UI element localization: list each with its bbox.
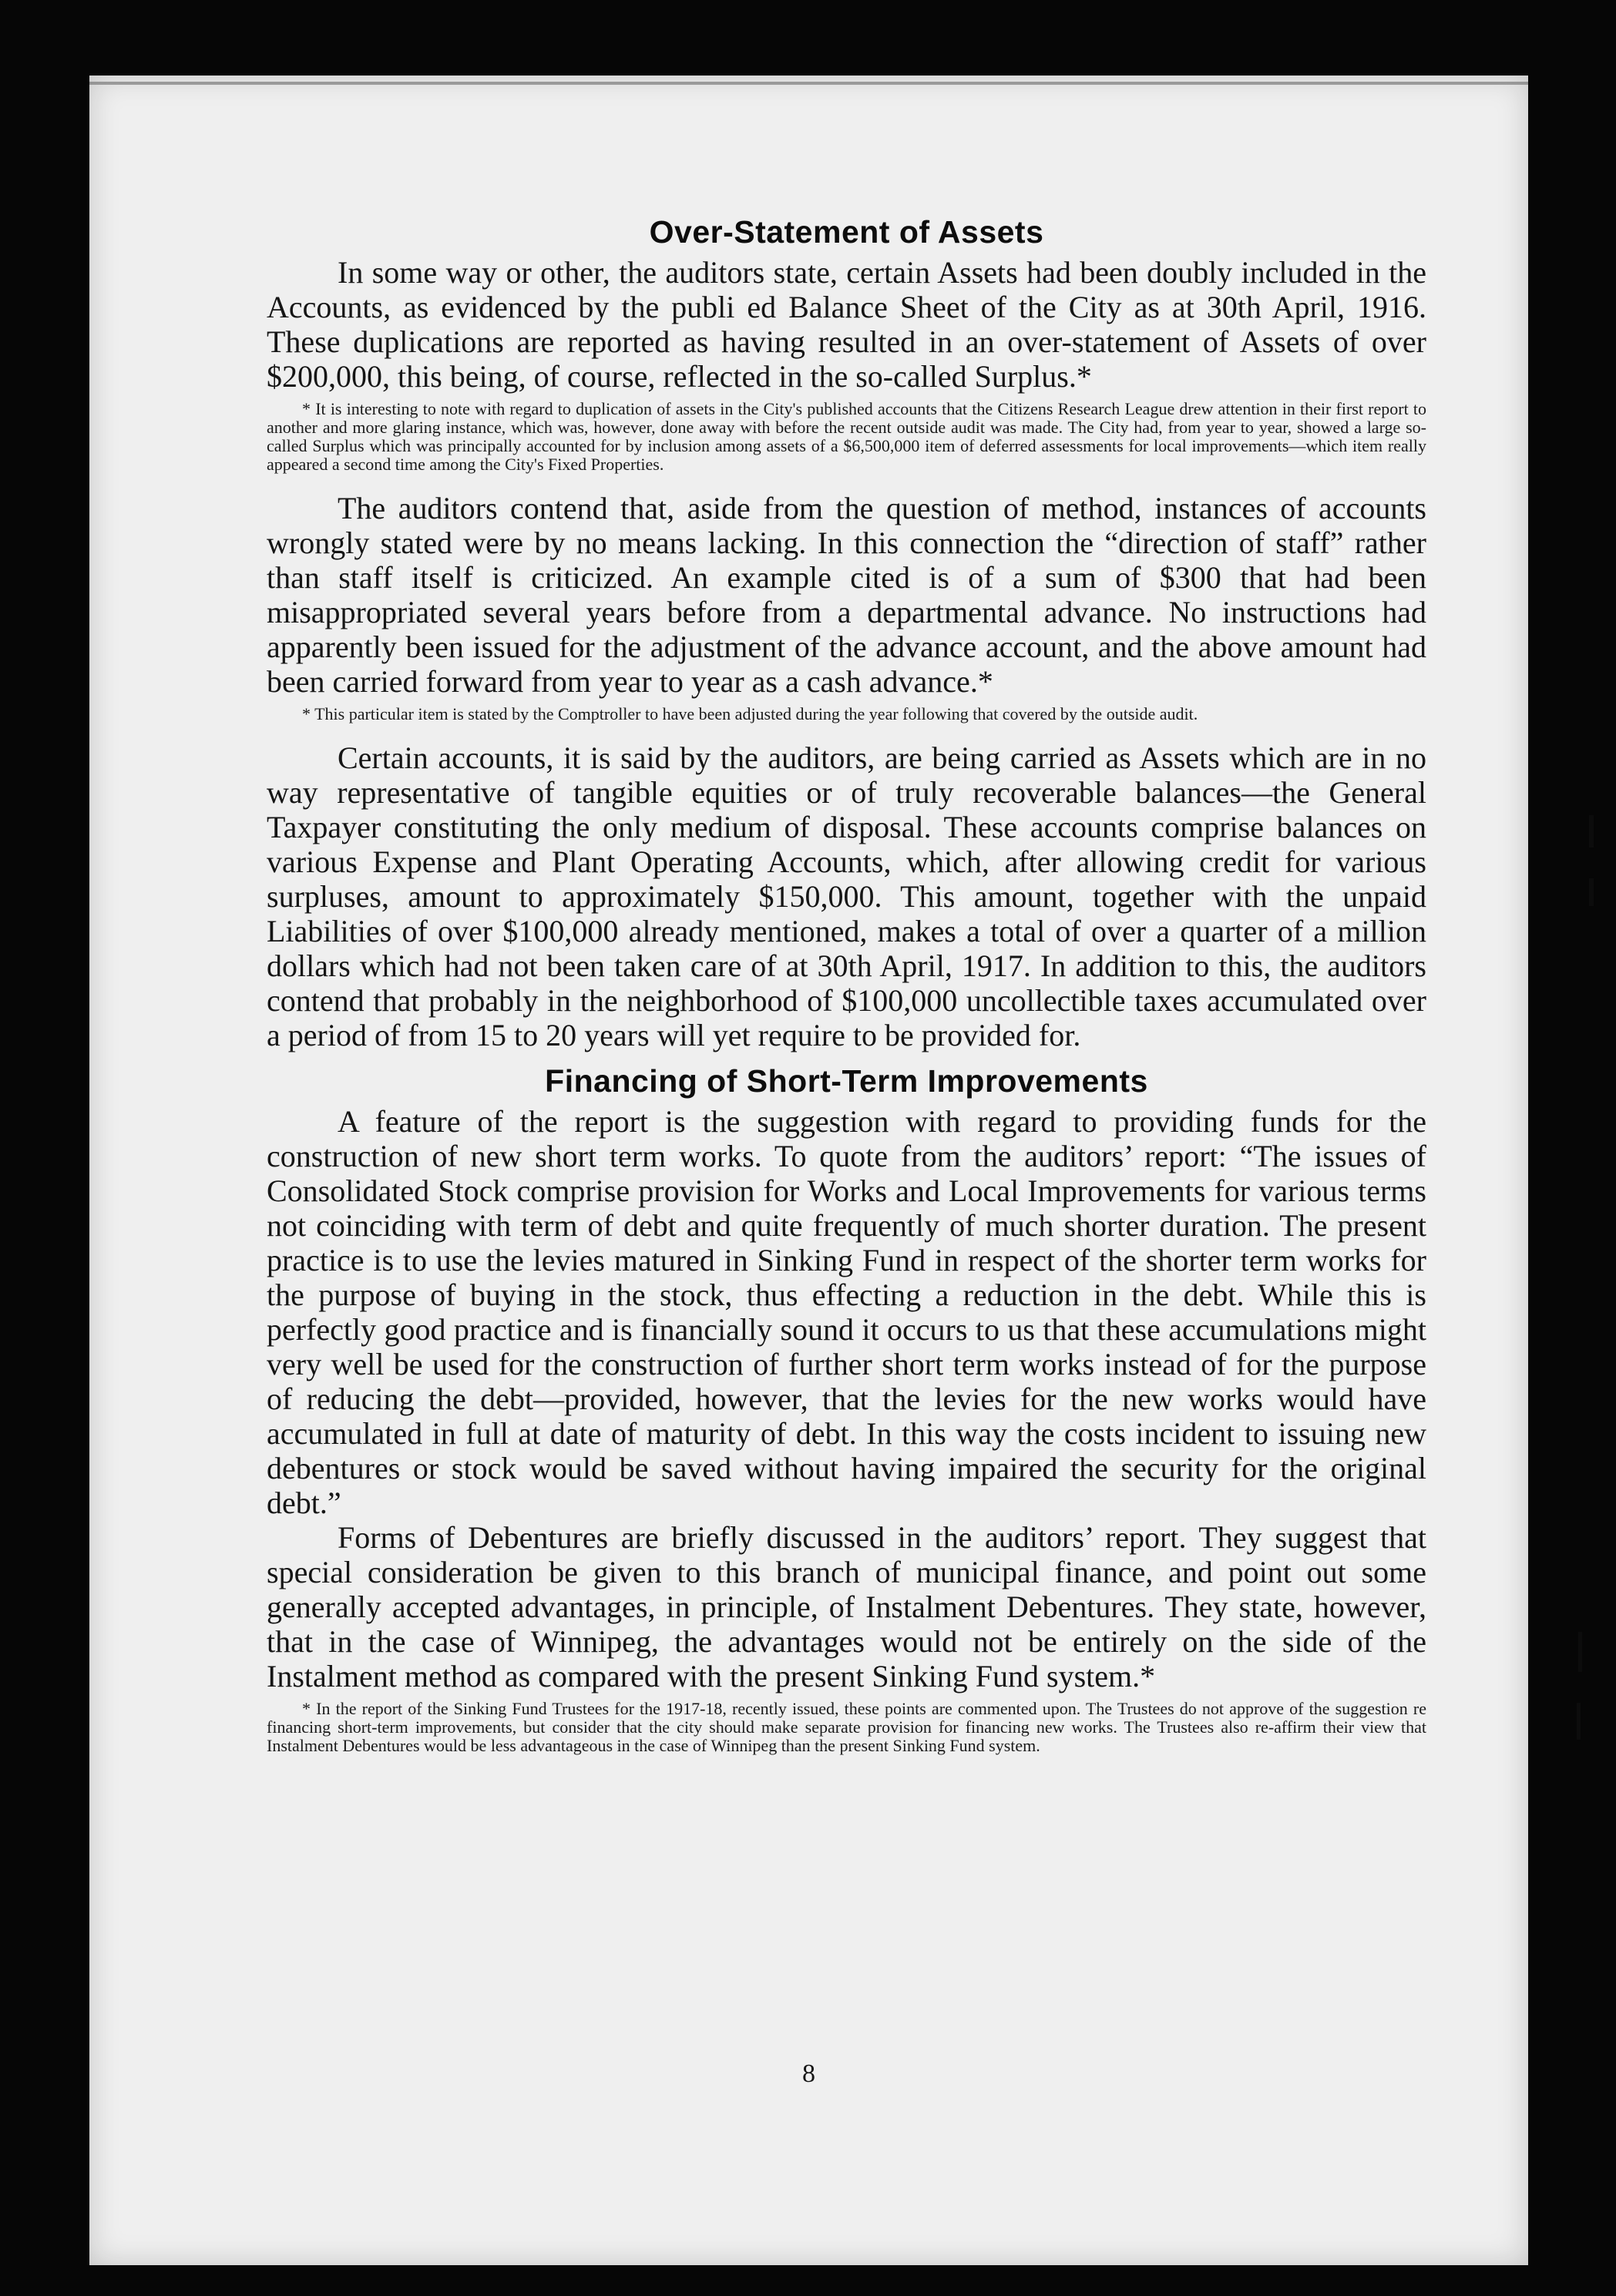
paragraph-unrecoverable-assets: Certain accounts, it is said by the auditors, are being carried as Assets which are in no way representative of tangible equities or of truly recoverable balances—the General Taxpayer constituting the only medium of disposal. These accounts comprise balances on various Expense and Plant Operating Accounts, which, after allowing credit for various surpluses, amount to approximately $150,000. This amount, together with the unpaid Liabilities of over $100,000 already mentioned, makes a total of over a quarter of a million dollars which had not been taken care of at 30th April, 1917. In addition to this, the auditors contend that probably in the neighborhood of $100,000 uncollectible taxes accumulated over a period of from 15 to 20 years will yet require to be provided for. xyxy=(267,740,1426,1052)
scan-artifact-mark xyxy=(1578,1632,1582,1672)
page-edge-line xyxy=(89,82,1528,85)
paragraph-providing-funds: A feature of the report is the suggestion with regard to providing funds for the construction of new short term works. To quote from the auditors’ report: “The issues of Consolidated Stock comprise provision for Works and Local Improvements for various terms not coinciding with term of debt and quite frequently of much shorter duration. The present practice is to use the levies matured in Sinking Fund in respect of the shorter term works for the purpose of buying in the stock, thus effecting a reduction in the debt. While this is perfectly good practice and is financially sound it occurs to us that these accumulations might very well be used for the construction of further short term works instead of for the purpose of reducing the debt—provided, however, that the levies for the new works would have accumulated in full at date of maturity of debt. In this way the costs incident to issuing new debentures or stock would be saved without having impaired the security for the original debt.” xyxy=(267,1104,1426,1520)
paragraph-forms-of-debentures: Forms of Debentures are briefly discussed in the auditors’ report. They suggest that special consideration be given to this branch of municipal finance, and point out some generally accepted advantages, in principle, of Instalment Debentures. They state, however, that in the case of Winnipeg, the advantages would not be entirely on the side of the Instalment method as compared with the present Sinking Fund system.* xyxy=(267,1520,1426,1693)
page-content xyxy=(267,214,1426,1772)
section-heading-short-term-financing: Financing of Short-Term Improvements xyxy=(545,1063,1148,1099)
scan-artifact-mark xyxy=(1589,815,1594,848)
footnote-duplication-of-assets: * It is interesting to note with regard to duplication of assets in the City's published accounts that the Citizens Research League drew attention in their first report to another and more glaring instance, which was, however, done away with before the recent outside audit was made. The City had, from year to year, showed a large so-called Surplus which was principally accounted for by inclusion among assets of a $6,500,000 item of deferred assessments for local improvements—which item really appeared a second time among the City's Fixed Properties. xyxy=(267,399,1426,474)
paragraph-accounts-wrongly-stated: The auditors contend that, aside from the question of method, instances of accounts wrongly stated were by no means lacking. In this connection the “direction of staff” rather than staff itself is criticized. An example cited is of a sum of $300 that had been misappropriated several years before from a departmental advance. No instructions had apparently been issued for the adjustment of the advance account, and the above amount had been carried forward from year to year as a cash advance.* xyxy=(267,491,1426,699)
document-page xyxy=(89,76,1528,2265)
page-number: 8 xyxy=(802,2059,815,2088)
section-heading-over-statement: Over-Statement of Assets xyxy=(649,214,1044,250)
scan-artifact-mark xyxy=(1589,878,1594,906)
paragraph-doubly-included-assets: In some way or other, the auditors state, certain Assets had been doubly included in the Accounts, as evidenced by the publi ed Balance Sheet of the City as at 30th April, 1916. These duplications are reported as having resulted in an over-statement of Assets of over $200,000, this being, of course, reflected in the so-called Surplus.* xyxy=(267,255,1426,394)
footnote-sinking-fund-trustees: * In the report of the Sinking Fund Trustees for the 1917-18, recently issued, these points are commented upon. The Trustees do not approve of the suggestion re financing short-term improvements, but consider that the city should make separate provision for financing new works. The Trustees also re-affirm their view that Instalment Debentures would be less advantageous in the case of Winnipeg than the present Sinking Fund system. xyxy=(267,1699,1426,1755)
scan-artifact-mark xyxy=(1577,1703,1581,1740)
footnote-comptroller-adjustment: * This particular item is stated by the Comptroller to have been adjusted during the year following that covered by the outside audit. xyxy=(302,704,1198,723)
